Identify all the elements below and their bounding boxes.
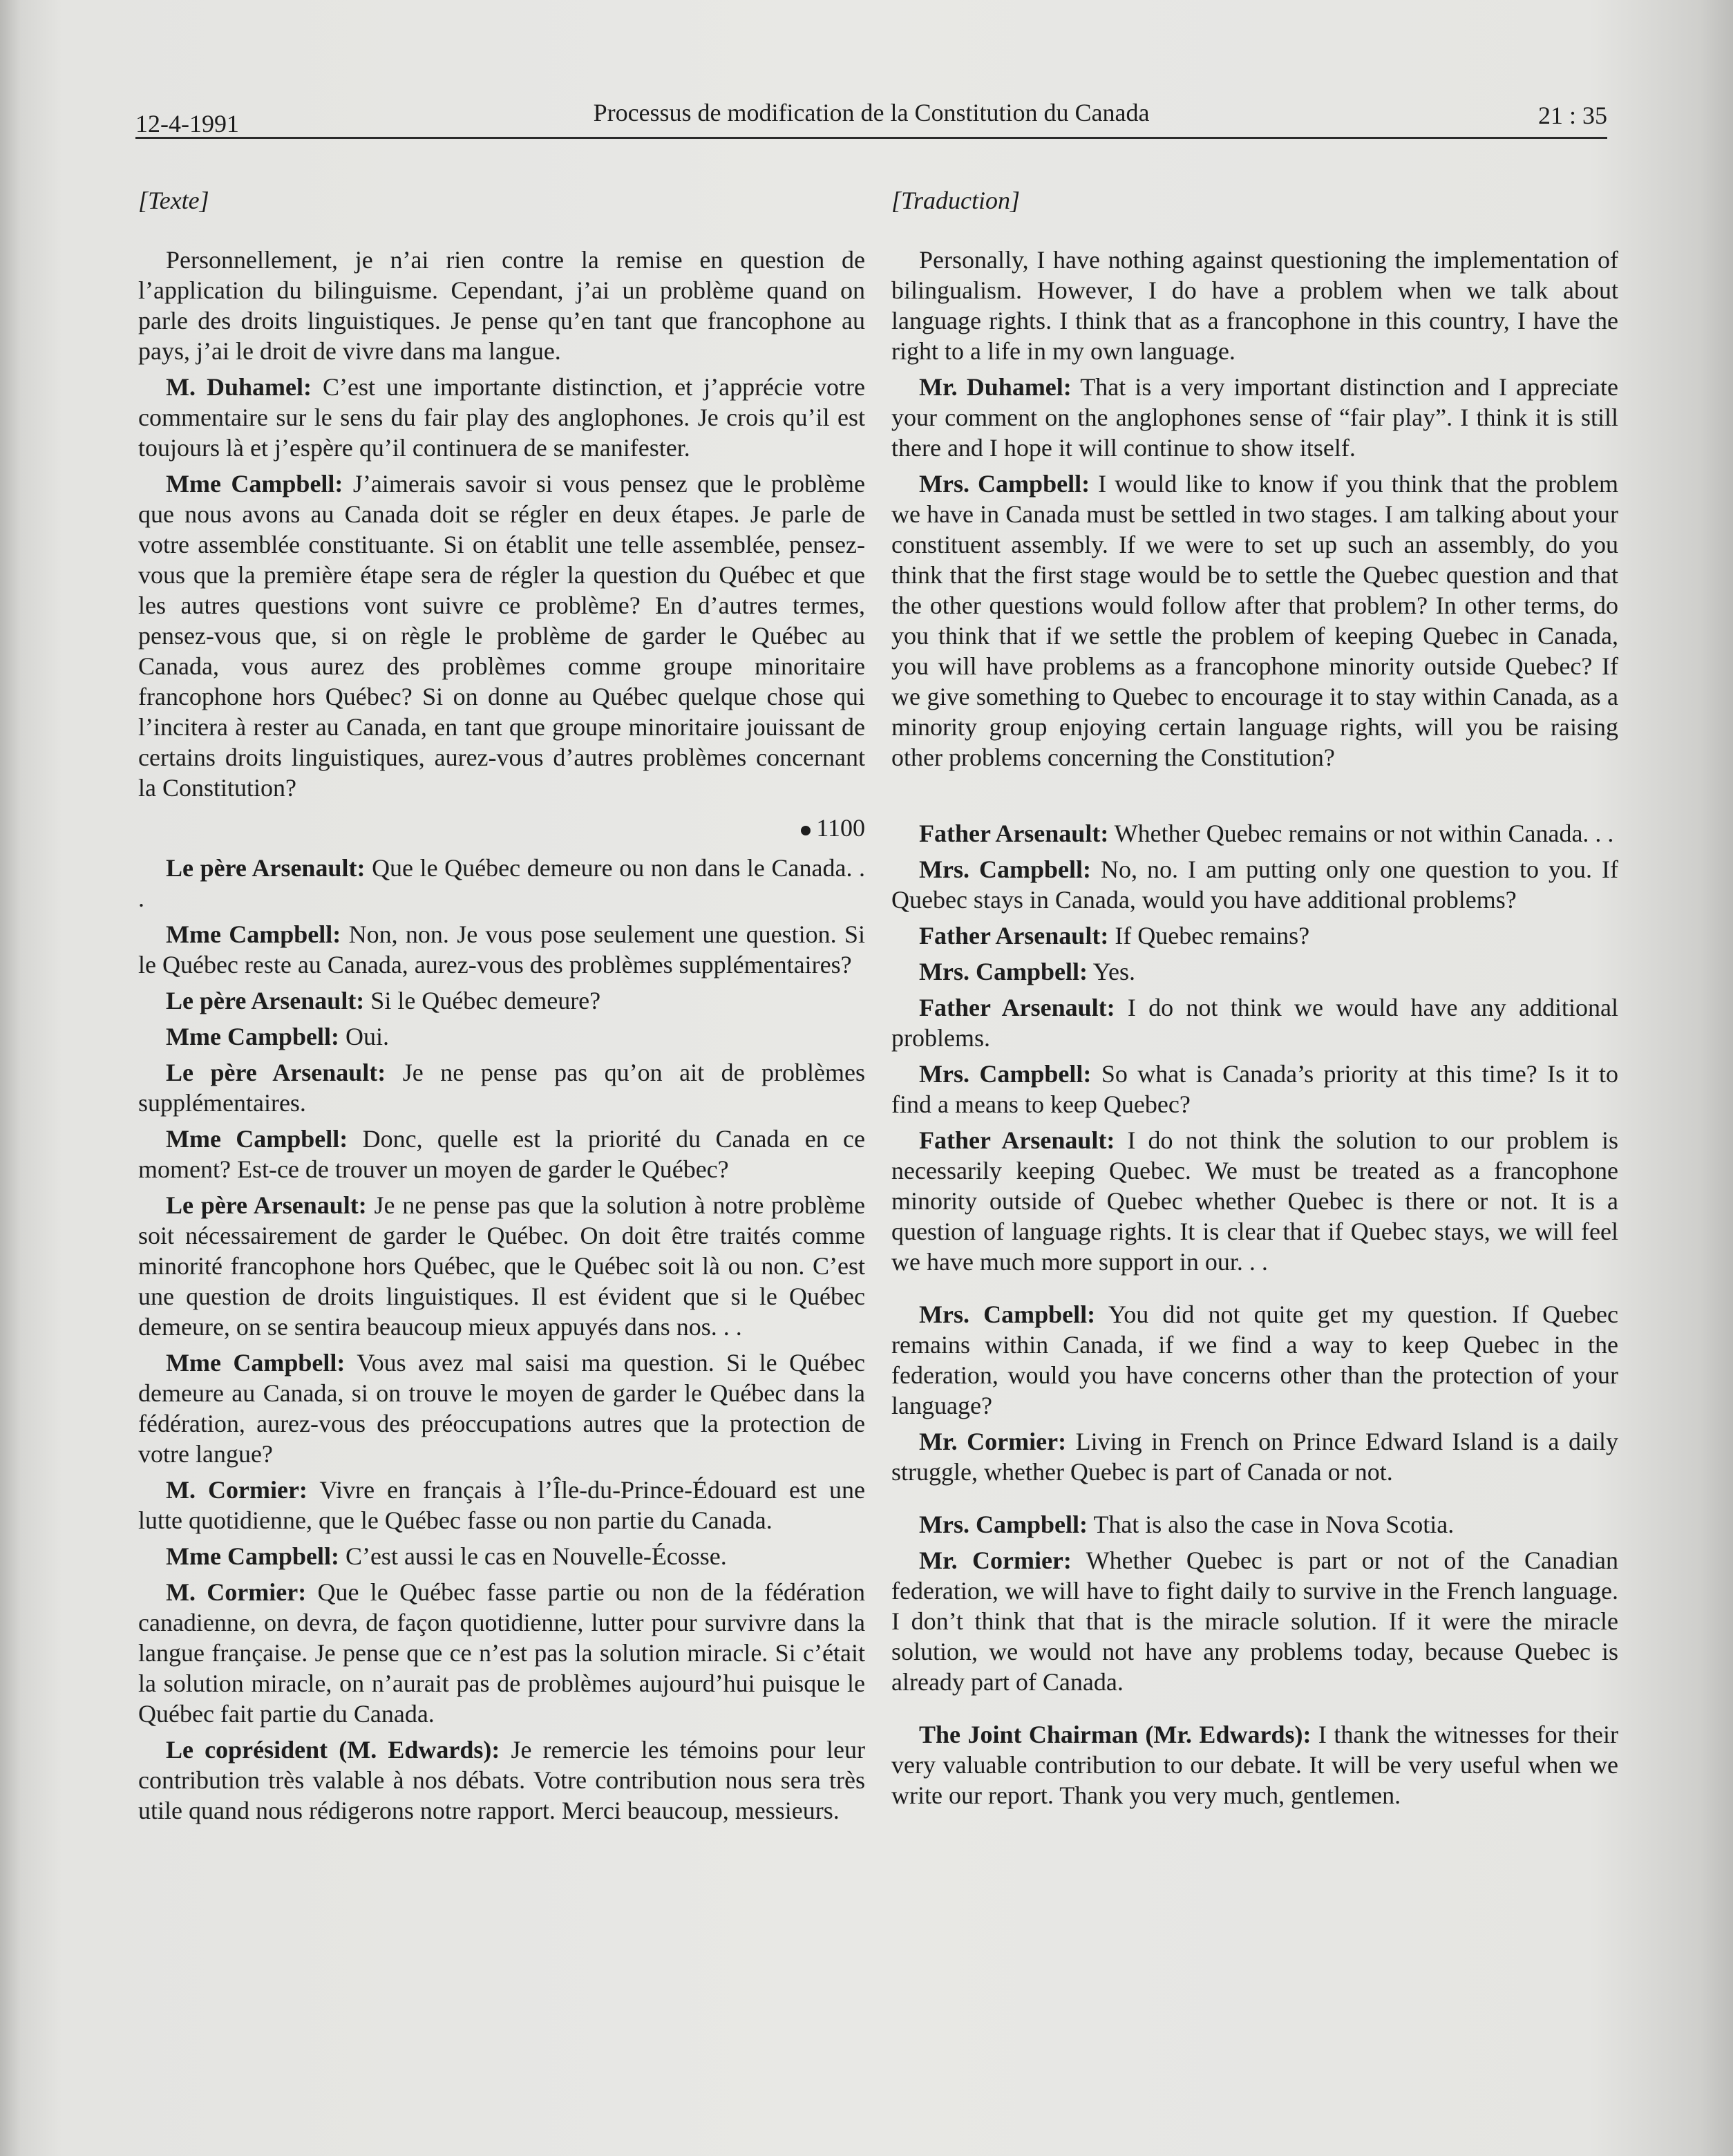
paragraph — [891, 1299, 1618, 1421]
paragraph — [891, 818, 1618, 849]
paragraph — [138, 1577, 865, 1729]
section-gap — [891, 1703, 1618, 1719]
speaker-name: M. Cormier: — [166, 1476, 307, 1504]
french-column — [138, 185, 865, 1831]
speaker-name: Le père Arsenault: — [166, 1191, 367, 1219]
speaker-name: Father Arsenault: — [919, 922, 1109, 949]
paragraph — [138, 919, 865, 980]
speaker-name: Mme Campbell: — [166, 470, 343, 498]
paragraph: Personnellement, je n’ai rien contre la remise en question de l’application du bilinguisme. Cependant, j’ai un problème quand on parle des droits linguistiques. Je pense qu’en tant que francophone au pays, j’ai le droit de vivre dans ma langue. — [138, 246, 865, 365]
paragraph — [891, 372, 1618, 463]
paragraph — [891, 469, 1618, 773]
speech-text: No, no. I am putting only one question to you. If Quebec stays in Canada, would you have additional problems? — [891, 855, 1619, 914]
translation-label: [Traduction] — [891, 187, 1021, 214]
running-head — [135, 95, 1607, 139]
speaker-name: Mrs. Campbell: — [919, 855, 1091, 883]
speaker-name: Le père Arsenault: — [166, 1059, 386, 1086]
speaker-name: Mme Campbell: — [166, 1125, 348, 1153]
speaker-name: Father Arsenault: — [919, 994, 1115, 1021]
speaker-name: Mr. Cormier: — [919, 1547, 1072, 1574]
speech-text: Living in French on Prince Edward Island is a daily struggle, whether Quebec is part of Canada or not. — [891, 1428, 1618, 1486]
paragraph — [138, 1057, 865, 1118]
paragraph — [138, 1348, 865, 1469]
speech-text: That is also the case in Nova Scotia. — [1093, 1511, 1455, 1538]
timestamp — [138, 813, 865, 843]
speaker-name: M. Duhamel: — [166, 373, 312, 401]
paragraph — [891, 992, 1618, 1053]
paragraph — [138, 985, 865, 1016]
speaker-name: Mrs. Campbell: — [919, 1511, 1088, 1538]
paragraph — [138, 1190, 865, 1342]
speech-text: Vivre en français à l’Île-du-Prince-Édouard est une lutte quotidienne, que le Québec fasse ou non partie du Canada. — [138, 1476, 865, 1534]
speaker-name: M. Cormier: — [166, 1578, 307, 1606]
section-gap — [891, 1493, 1618, 1509]
speech-text: I do not think the solution to our problem is necessarily keeping Quebec. We must be treated as a francophone minority outside of Quebec whether Quebec is there or not. It is a question of language rights. It is clear that if Quebec stays, we will feel we have much more support in our. . . — [891, 1126, 1619, 1276]
paragraph — [138, 1021, 865, 1052]
paragraph — [891, 854, 1618, 915]
speech-text: Whether Quebec is part or not of the Canadian federation, we will have to fight daily to survive in the French language. I don’t think that that is the miracle solution. If it were the miracle solution, we would not have any problems today, because Quebec is already part of Canada. — [891, 1547, 1618, 1696]
speech-text: If Quebec remains? — [1115, 922, 1310, 949]
speech-text: Si le Québec demeure? — [370, 987, 601, 1014]
speech-text: C’est une importante distinction, et j’apprécie votre commentaire sur le sens du fair play des anglophones. Je crois qu’il est toujours là et j’espère qu’il continuera de se manifester. — [138, 373, 865, 462]
paragraph — [138, 1541, 865, 1571]
speech-text: I do not think we would have any additional problems. — [891, 994, 1618, 1052]
speech-text: Non, non. Je vous pose seulement une question. Si le Québec reste au Canada, aurez-vous des problèmes supplémentaires? — [138, 920, 865, 978]
speaker-name: Mrs. Campbell: — [919, 470, 1090, 498]
paragraph — [138, 1475, 865, 1535]
speech-text: That is a very important distinction and I appreciate your comment on the anglophones sense of “fair play”. I think it is still there and I hope it will continue to show itself. — [891, 373, 1618, 462]
paragraph — [138, 1734, 865, 1826]
header-date: 12-4-1991 — [135, 110, 239, 138]
speech-text: I thank the witnesses for their very valuable contribution to our debate. It will be very useful when we write our report. Thank you very much, gentlemen. — [891, 1721, 1619, 1809]
timestamp-value: 1100 — [816, 814, 865, 842]
paragraph — [891, 1426, 1618, 1487]
speaker-name: Mr. Cormier: — [919, 1428, 1067, 1455]
paragraph — [138, 1124, 865, 1184]
speech-text: You did not quite get my question. If Quebec remains within Canada, if we find a way to keep Quebec in the federation, would you have concerns other than the protection of your language? — [891, 1301, 1618, 1419]
paragraph — [891, 920, 1618, 951]
speaker-name: Mme Campbell: — [166, 1542, 339, 1570]
paragraph — [891, 1509, 1618, 1540]
speech-text: J’aimerais savoir si vous pensez que le problème que nous avons au Canada doit se régler en deux étapes. Je parle de votre assemblée constituante. Si on établit une telle assemblée, pensez-vous que la première étape sera de régler la question du Québec et que les autres questions vont suivre ce problème? En d’autres termes, pensez-vous que, si on règle le problème de garder le Québec au Canada, vous aurez des problèmes comme groupe minoritaire francophone hors Québec? Si on donne au Québec quelque chose qui l’incitera à rester au Canada, en tant que groupe minoritaire jouissant de certains droits linguistiques, aurez-vous d’autres problèmes concernant la Constitution? — [138, 470, 866, 802]
header-page-number: 21 : 35 — [1537, 102, 1607, 129]
paragraph — [891, 1545, 1618, 1697]
paragraph — [891, 1719, 1618, 1810]
paragraph — [891, 1059, 1618, 1119]
section-gap — [891, 1283, 1618, 1299]
speech-text: Je ne pense pas qu’on ait de problèmes supplémentaires. — [138, 1059, 866, 1117]
speaker-name: Father Arsenault: — [919, 1126, 1115, 1154]
paragraph — [138, 853, 865, 914]
speaker-name: Mrs. Campbell: — [919, 1301, 1096, 1328]
paragraph — [891, 1125, 1618, 1277]
speech-text: Donc, quelle est la priorité du Canada en ce moment? Est-ce de trouver un moyen de garder le Québec? — [138, 1125, 865, 1183]
speech-text: I would like to know if you think that the problem we have in Canada must be settled in two stages. I am talking about your constituent assembly. If we were to set up such an assembly, do you think that the first stage would be to settle the Quebec question and that the other questions would follow after that problem? In other terms, do you think that if we settle the problem of keeping Quebec in Canada, you will have problems as a francophone minority outside Quebec? If we give something to Quebec to encourage it to stay within Canada, as a minority group enjoying certain language rights, will you be raising other problems concerning the Constitution? — [891, 470, 1618, 771]
speaker-name: Le père Arsenault: — [166, 987, 365, 1014]
paragraph — [138, 372, 865, 463]
speaker-name: Mme Campbell: — [166, 1023, 339, 1050]
speech-text: Yes. — [1092, 958, 1136, 985]
section-gap — [891, 778, 1618, 818]
speech-text: So what is Canada’s priority at this time? Is it to find a means to keep Quebec? — [891, 1060, 1619, 1118]
bullet-icon — [801, 826, 811, 835]
speaker-name: Mrs. Campbell: — [919, 1060, 1092, 1088]
text-label: [Texte] — [138, 187, 209, 214]
speaker-name: Father Arsenault: — [919, 820, 1109, 847]
speech-text: Que le Québec fasse partie ou non de la fédération canadienne, on devra, de façon quotidienne, lutter pour survivre dans la langue française. Je pense que ce n’est pas la solution miracle. Si c’était la solution miracle, on n’aurait pas de problèmes aujourd’hui puisque le Québec fait partie du Canada. — [138, 1578, 865, 1728]
speaker-name: Mme Campbell: — [166, 1349, 345, 1377]
speech-text: Je ne pense pas que la solution à notre problème soit nécessairement de garder le Québec. On doit être traités comme minorité francophone hors Québec, que le Québec soit là ou non. C’est une question de droits linguistiques. Il est évident que si le Québec demeure, on se sentira beaucoup mieux appuyés dans nos. . . — [138, 1191, 866, 1341]
speaker-name: The Joint Chairman (Mr. Edwards): — [919, 1721, 1311, 1748]
header-title: Processus de modification de la Constitution du Canada — [593, 99, 1150, 126]
speaker-name: Mme Campbell: — [166, 920, 341, 948]
speech-text: Je remercie les témoins pour leur contribution très valable à nos débats. Votre contribution nous sera très utile quand nous rédigerons notre rapport. Merci beaucoup, messieurs. — [138, 1736, 866, 1824]
speech-text: Oui. — [345, 1023, 389, 1050]
paragraph — [138, 469, 865, 803]
speaker-name: Le père Arsenault: — [166, 854, 366, 882]
speaker-name: Mr. Duhamel: — [919, 373, 1072, 401]
speaker-name: Le coprésident (M. Edwards): — [166, 1736, 500, 1763]
english-column — [891, 185, 1618, 1816]
speech-text: C’est aussi le cas en Nouvelle-Écosse. — [345, 1542, 727, 1570]
paragraph: Personally, I have nothing against questioning the implementation of bilingualism. However, I do have a problem when we talk about language rights. I think that as a francophone in this country, I have the right to a life in my own language. — [891, 246, 1618, 365]
speech-text: Vous avez mal saisi ma question. Si le Québec demeure au Canada, si on trouve le moyen de garder le Québec dans la fédération, aurez-vous des préoccupations autres que la protection de votre langue? — [138, 1349, 866, 1468]
speech-text: Que le Québec demeure ou non dans le Canada. . . — [138, 854, 866, 912]
paragraph — [891, 956, 1618, 987]
speaker-name: Mrs. Campbell: — [919, 958, 1088, 985]
speech-text: Whether Quebec remains or not within Canada. . . — [1114, 820, 1614, 847]
